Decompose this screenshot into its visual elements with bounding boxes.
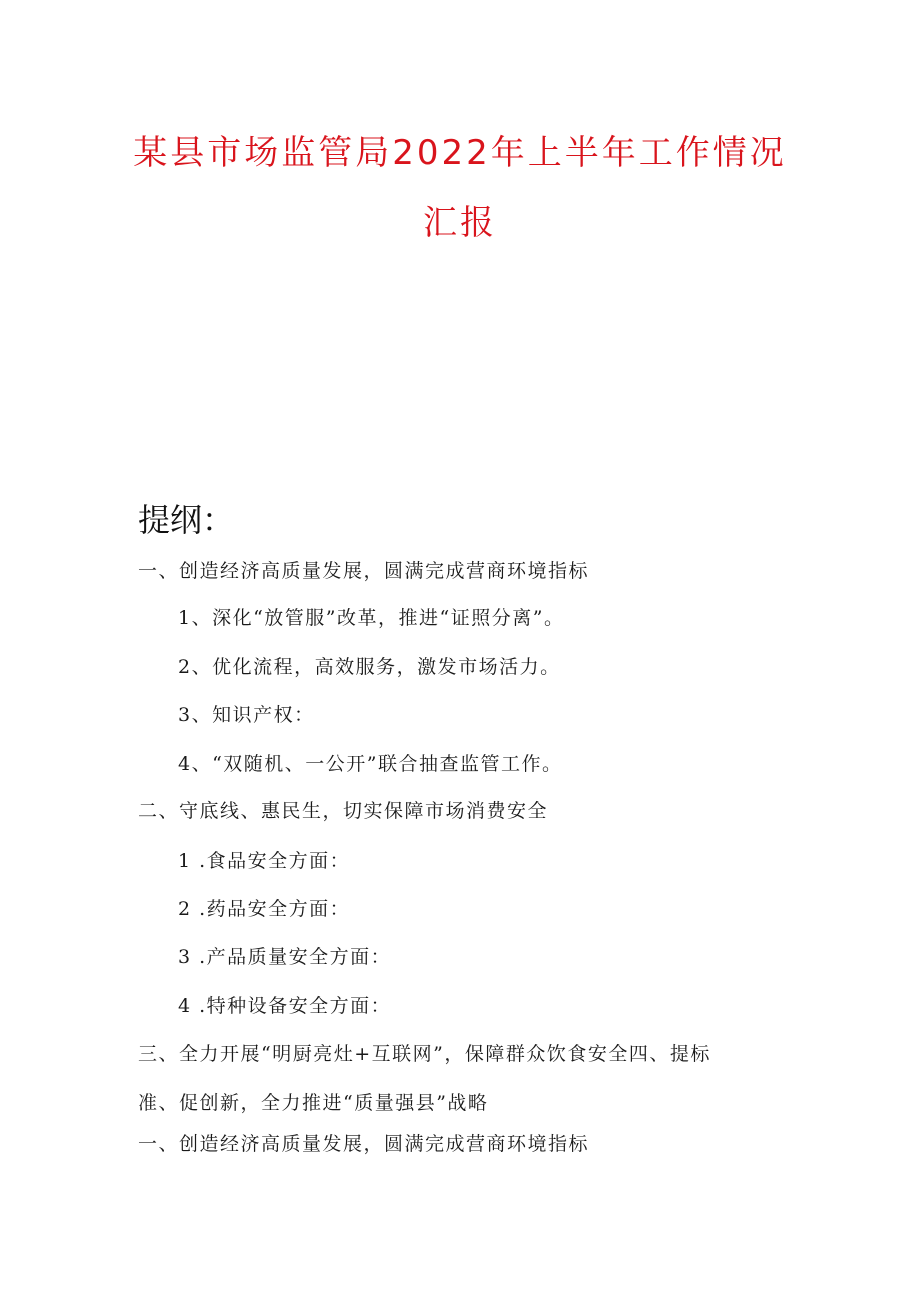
- section-1-item-1: 1、深化“放管服”改革，推进“证照分离”。: [178, 607, 565, 629]
- section-1-item-3: 3、知识产权：: [178, 704, 315, 726]
- section-2-item-3: 3 .产品质量安全方面：: [178, 946, 392, 968]
- outline-heading: 提纲：: [138, 501, 235, 539]
- section-2-item-4: 4 .特种设备安全方面：: [178, 995, 392, 1017]
- section-1-item-2: 2、优化流程，高效服务，激发市场活力。: [178, 656, 561, 678]
- report-title-line-2: 汇报: [423, 203, 497, 243]
- section-1-heading: 一、创造经济高质量发展，圆满完成营商环境指标: [138, 560, 590, 582]
- section-3-heading: 三、全力开展“明厨亮灶+互联网”，保障群众饮食安全四、提标: [138, 1043, 711, 1065]
- section-2-item-2: 2 .药品安全方面：: [178, 898, 351, 920]
- section-3-heading-continued: 准、促创新，全力推进“质量强县”战略: [138, 1092, 489, 1114]
- section-1-heading-repeat: 一、创造经济高质量发展，圆满完成营商环境指标: [138, 1133, 590, 1155]
- section-1-item-4: 4、“双随机、一公开”联合抽查监管工作。: [178, 753, 563, 775]
- section-2-item-1: 1 .食品安全方面：: [178, 850, 351, 872]
- section-2-heading: 二、守底线、惠民生，切实保障市场消费安全: [138, 800, 549, 822]
- report-title-line-1: 某县市场监管局2022年上半年工作情况: [133, 133, 787, 173]
